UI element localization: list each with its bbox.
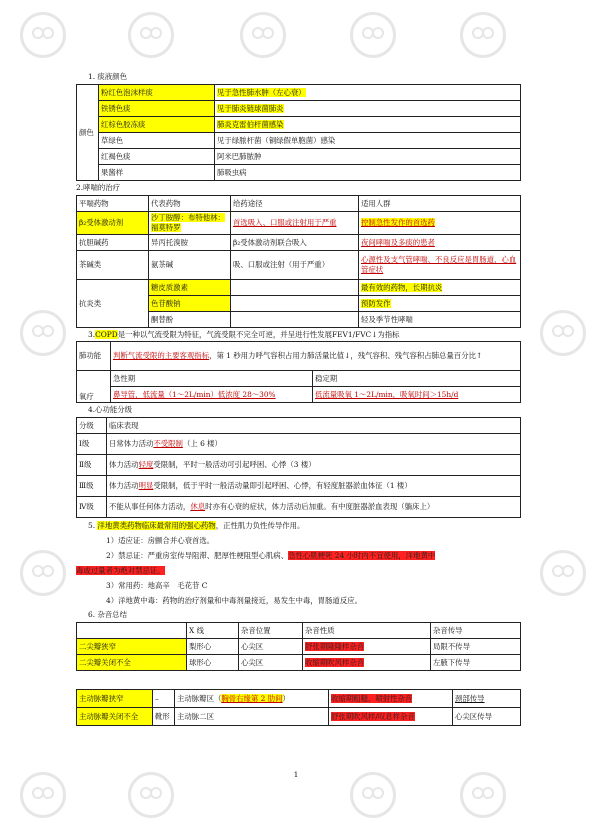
table-cell: 异丙托溴胺	[149, 234, 231, 250]
table-cell: 梨形心	[187, 638, 239, 654]
table-row	[77, 133, 521, 149]
row-header: 氧疗	[77, 370, 111, 402]
heart-function-table	[76, 417, 521, 518]
table-cell: 日常体力活动不受限制（上 6 楼）	[107, 433, 521, 454]
table-cell: 抗胆碱药	[77, 234, 149, 250]
table-cell: 肺炎克雷伯杆菌感染	[215, 117, 521, 133]
column-header: 代表药物	[149, 196, 231, 212]
table-cell: 茶碱类	[77, 250, 149, 279]
table-cell: Ⅱ级	[77, 454, 107, 475]
table-cell: 红褐色痰	[99, 149, 215, 165]
table-cell: 见于急性肺水肿（左心衰）	[215, 85, 521, 101]
watermark-logo	[20, 550, 66, 596]
table-cell: 收缩期吹风样杂音	[303, 654, 431, 670]
table-row	[77, 101, 521, 117]
table-row	[77, 149, 521, 165]
table-row	[77, 386, 521, 402]
table-row	[77, 279, 521, 295]
column-header: 平喘药物	[77, 196, 149, 212]
murmur-table-mitral	[76, 622, 521, 671]
table-cell: 见于绿脓杆菌（铜绿假单胞菌）感染	[215, 133, 521, 149]
table-cell: β₂受体激动剂	[77, 212, 149, 235]
table-cell	[231, 311, 359, 327]
column-header: X 线	[187, 622, 239, 638]
table-row	[77, 707, 521, 725]
copd-table	[76, 341, 521, 403]
section-title-asthma: 2.哮喘的治疗	[76, 183, 121, 193]
digitalis-title: 5. 洋地黄类药物 临床最常用的强心药物 ，正性肌力负性传导作用。	[88, 520, 305, 530]
watermark-logo	[540, 310, 586, 356]
table-header-row	[77, 622, 521, 638]
table-row	[77, 454, 521, 475]
table-cell: 氨茶碱	[149, 250, 231, 279]
table-header-row	[77, 196, 521, 212]
table-row	[77, 370, 521, 386]
digitalis-common-drugs: 3）常用药：地高辛 毛花苷 C	[106, 580, 208, 590]
watermark-logo	[128, 12, 174, 58]
table-header-row	[77, 417, 521, 433]
table-cell: 低流量吸氧 1～2L/min，吸氧时间＞15h/d	[313, 386, 521, 402]
column-header: 临床表现	[107, 417, 521, 433]
table-row	[77, 341, 521, 370]
document-page	[76, 70, 521, 726]
table-cell: 舒张期隆隆样杂音	[303, 638, 431, 654]
table-cell: 二尖瓣关闭不全	[77, 654, 187, 670]
table-cell: 糖皮质激素	[149, 279, 231, 295]
table-row	[77, 433, 521, 454]
murmur-table-aortic	[76, 689, 521, 726]
table-cell: Ⅰ级	[77, 433, 107, 454]
copd-term: COPD	[95, 329, 118, 339]
table-row	[77, 117, 521, 133]
column-header: 稳定期	[313, 370, 521, 386]
table-row	[77, 654, 521, 670]
table-row	[77, 250, 521, 279]
table-cell: 夜间哮喘及多痰的患者	[359, 234, 521, 250]
table-cell: 果酱样	[99, 165, 215, 181]
table-cell: 抗炎类	[77, 279, 149, 327]
section-title-sputum: 1. 痰液颜色	[88, 72, 127, 82]
row-header: 肺功能	[77, 341, 111, 370]
row-header: 颜色	[77, 85, 99, 181]
table-cell: 沙丁胺醇：布特他林：福莫特罗	[149, 212, 231, 235]
table-row	[77, 234, 521, 250]
watermark-logo	[20, 12, 66, 58]
page-number: 1	[293, 770, 299, 779]
table-cell	[231, 279, 359, 295]
table-cell: 酮替酚	[149, 311, 231, 327]
table-cell: 球形心	[187, 654, 239, 670]
table-cell: 心尖区传导	[453, 707, 521, 725]
table-cell: 首选吸入、口服或注射用于严重	[231, 212, 359, 235]
watermark-logo	[240, 12, 286, 58]
table-cell	[231, 295, 359, 311]
table-cell: 心尖区	[239, 638, 303, 654]
sputum-color-table	[76, 84, 521, 181]
table-cell: 草绿色	[99, 133, 215, 149]
table-cell: 粉红色泡沫样痰	[99, 85, 215, 101]
table-cell: 最有效的药物，长期抗炎	[359, 279, 521, 295]
table-cell: 控制急性发作的首选药	[359, 212, 521, 235]
table-row	[77, 496, 521, 517]
section-title-murmur: 6. 杂音总结	[88, 610, 127, 620]
table-cell: 见于肺炎链球菌肺炎	[215, 101, 521, 117]
table-cell: 体力活动明显受限制，低于平时一般活动量即引起呼困、心悸，有轻度脏器淤血体征（1 楼）	[107, 475, 521, 496]
table-cell: 铁锈色痰	[99, 101, 215, 117]
table-cell: 红棕色胶冻痰	[99, 117, 215, 133]
table-cell: 心尖区	[239, 654, 303, 670]
asthma-treatment-table	[76, 195, 521, 328]
table-cell: 收缩期粗糙、喷射性杂音	[329, 689, 453, 707]
table-cell: 预防发作	[359, 295, 521, 311]
column-header	[77, 622, 187, 638]
column-header: 适用人群	[359, 196, 521, 212]
table-cell: 心源性及支气管哮喘、不良反应是胃肠道、心血管症状	[359, 250, 521, 279]
table-cell: 吸、口服或注射（用于严重）	[231, 250, 359, 279]
table-cell: 体力活动轻度受限制，平时一般活动可引起呼困、心悸（3 楼）	[107, 454, 521, 475]
column-header: 杂音传导	[431, 622, 521, 638]
column-header: 急性期	[111, 370, 313, 386]
table-cell: β₂受体激动剂联合吸入	[231, 234, 359, 250]
table-cell: 色苷酸钠	[149, 295, 231, 311]
table-row	[77, 475, 521, 496]
table-cell: 主动脉瓣狭窄	[77, 689, 153, 707]
table-cell: 判断气流受限的主要客观指标，第 1 秒用力呼气容积占用力肺活量比值↓，残气容积、残气容积占肺总量百分比↑	[111, 341, 521, 370]
watermark-logo	[20, 310, 66, 356]
copd-intro: 3. COPD 是一种以气流受限为特征，气流受限不完全可逆，并呈进行性发展FEV1/FVC↓为指标	[88, 329, 400, 339]
table-row	[77, 212, 521, 235]
digitalis-contraindication: 2）禁忌证：严重房室传导阻滞、肥厚性梗阻型心肌病、 急性心肌梗死 24 小时内不宜使用，洋地黄中	[106, 550, 436, 560]
table-cell: 主动脉瓣区（胸骨右缘第 2 肋间）	[175, 689, 329, 707]
digitalis-contraindication-cont: 毒或过量者为绝对禁忌证。	[76, 565, 165, 575]
table-cell: 肺吸虫病	[215, 165, 521, 181]
table-cell: 左腋下传导	[431, 654, 521, 670]
table-cell: 二尖瓣狭窄	[77, 638, 187, 654]
column-header: 杂音性质	[303, 622, 431, 638]
column-header: 给药途径	[231, 196, 359, 212]
watermark-logo	[350, 12, 396, 58]
table-cell: 局限不传导	[431, 638, 521, 654]
table-cell: 主动脉瓣关闭不全	[77, 707, 153, 725]
table-cell: 颈部传导	[453, 689, 521, 707]
table-cell: 轻及季节性哮喘	[359, 311, 521, 327]
watermark-logo	[540, 550, 586, 596]
digitalis-toxicity: 4）洋地黄中毒：药物的治疗剂量和中毒剂量接近，易发生中毒，胃肠道反应。	[106, 595, 362, 605]
column-header: 杂音位置	[239, 622, 303, 638]
table-row	[77, 638, 521, 654]
table-cell: 不能从事任何体力活动，休息时亦有心衰的症状，体力活动后加重。有中度脏器淤血表现（躺床上）	[107, 496, 521, 517]
table-row	[77, 85, 521, 101]
table-cell: –	[153, 689, 175, 707]
table-cell: 鼻导管，低流量（1～2L/min）低浓度 28～30%	[111, 386, 313, 402]
column-header: 分级	[77, 417, 107, 433]
table-cell: 靴形	[153, 707, 175, 725]
table-cell: 舒张期吹风样/叹息样杂音	[329, 707, 453, 725]
watermark-logo	[460, 12, 506, 58]
table-row	[77, 689, 521, 707]
digitalis-indication: 1）适应证：房颤合并心衰首选。	[106, 535, 215, 545]
table-cell: 阿米巴肺脓肿	[215, 149, 521, 165]
table-row	[77, 165, 521, 181]
table-cell: Ⅳ级	[77, 496, 107, 517]
table-cell: Ⅲ级	[77, 475, 107, 496]
section-title-heart-function: 4.心功能分级	[88, 405, 133, 415]
table-cell: 主动脉二区	[175, 707, 329, 725]
